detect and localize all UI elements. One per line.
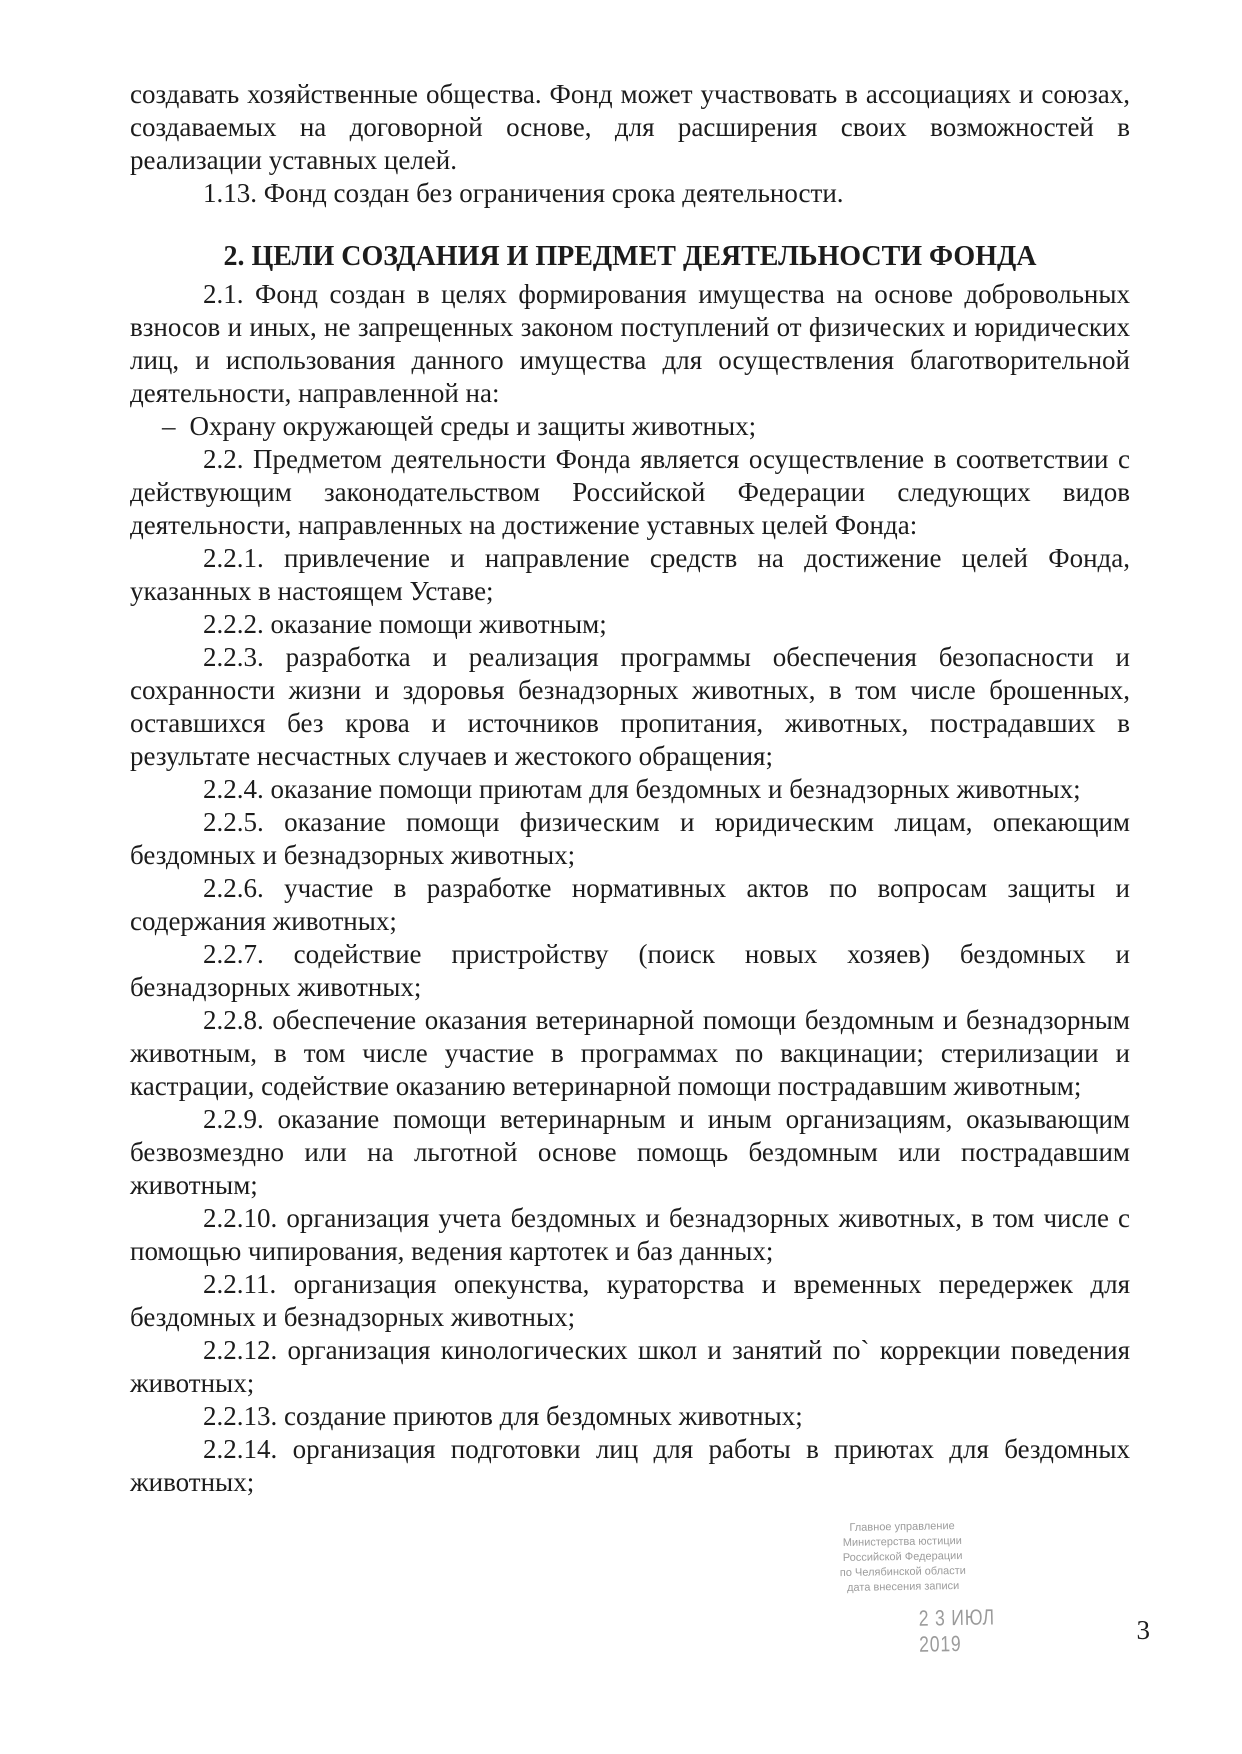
clause-2-2-7: 2.2.7. содействие пристройству (поиск новых хозяев) бездомных и безнадзорных животных;: [130, 939, 1130, 1002]
stamp-date: 2 3 ИЮЛ 2019: [918, 1604, 996, 1657]
clause-2-2-8: 2.2.8. обеспечение оказания ветеринарной помощи бездомным и безнадзорным животным, в том числе участие в программах по вакцинации; стерилизации и кастрации, содействие оказанию ветеринарной помощи пострадавшим животным;: [130, 1005, 1130, 1101]
clause-2-2-4: 2.2.4. оказание помощи приютам для бездомных и безнадзорных животных;: [203, 774, 1081, 804]
clause-2-2-5: 2.2.5. оказание помощи физическим и юридическим лицам, опекающим бездомных и безнадзорных животных;: [130, 807, 1130, 870]
clause-1-13: 1.13. Фонд создан без ограничения срока деятельности.: [203, 178, 844, 208]
clause-2-2-6: 2.2.6. участие в разработке нормативных актов по вопросам защиты и содержания животных;: [130, 873, 1130, 936]
clause-2-2-12: 2.2.12. организация кинологических школ и занятий по` коррекции поведения животных;: [130, 1335, 1130, 1398]
clause-2-2-10: 2.2.10. организация учета бездомных и безнадзорных животных, в том числе с помощью чипирования, ведения картотек и баз данных;: [130, 1203, 1130, 1266]
stamp-line: дата внесения записи: [846, 1580, 960, 1594]
stamp-line: Главное управление: [849, 1520, 955, 1534]
stamp-line: Российской Федерации: [842, 1549, 963, 1565]
clause-2-2-3: 2.2.3. разработка и реализация программы обеспечения безопасности и сохранности жизни и здоровья безнадзорных животных, в том числе брошенных, оставшихся без крова и источников пропитания, животных, пострадавших в результате несчастных случаев и жестокого обращения;: [130, 642, 1130, 771]
registration-stamp: [737, 1517, 1069, 1657]
clause-2-2-14: 2.2.14. организация подготовки лиц для работы в приютах для бездомных животных;: [130, 1434, 1130, 1497]
document-page: [130, 78, 1130, 1499]
list-item-text: Охрану окружающей среды и защиты животных;: [189, 411, 757, 441]
stamp-line: Министерства юстиции: [842, 1534, 963, 1550]
dash-bullet: –: [162, 411, 176, 441]
clause-2-2-9: 2.2.9. оказание помощи ветеринарным и иным организациям, оказывающим безвозмездно или на льготной основе помощь бездомным или пострадавшим животным;: [130, 1104, 1130, 1200]
page-number: 3: [1136, 1615, 1150, 1645]
clause-2-2-2: 2.2.2. оказание помощи животным;: [203, 609, 607, 639]
stamp-line: по Челябинской области: [839, 1564, 966, 1580]
clause-2-2-13: 2.2.13. создание приютов для бездомных животных;: [203, 1401, 803, 1431]
clause-2-2: 2.2. Предметом деятельности Фонда является осуществление в соответствии с действующим законодательством Российской Федерации следующих видов деятельности, направленных на достижение уставных целей Фонда:: [130, 444, 1130, 540]
clause-2-2-1: 2.2.1. привлечение и направление средств на достижение целей Фонда, указанных в настоящем Уставе;: [130, 543, 1130, 606]
section-heading: 2. ЦЕЛИ СОЗДАНИЯ И ПРЕДМЕТ ДЕЯТЕЛЬНОСТИ ФОНДА: [223, 241, 1037, 272]
list-item: [130, 410, 1130, 443]
intro-paragraph: создавать хозяйственные общества. Фонд может участвовать в ассоциациях и союзах, создаваемых на договорной основе, для расширения своих возможностей в реализации уставных целей.: [130, 79, 1130, 175]
clause-2-2-11: 2.2.11. организация опекунства, кураторства и временных передержек для бездомных и безнадзорных животных;: [130, 1269, 1130, 1332]
clause-2-1: 2.1. Фонд создан в целях формирования имущества на основе добровольных взносов и иных, не запрещенных законом поступлений от физических и юридических лиц, и использования данного имущества для осуществления благотворительной деятельности, направленной на:: [130, 279, 1130, 408]
